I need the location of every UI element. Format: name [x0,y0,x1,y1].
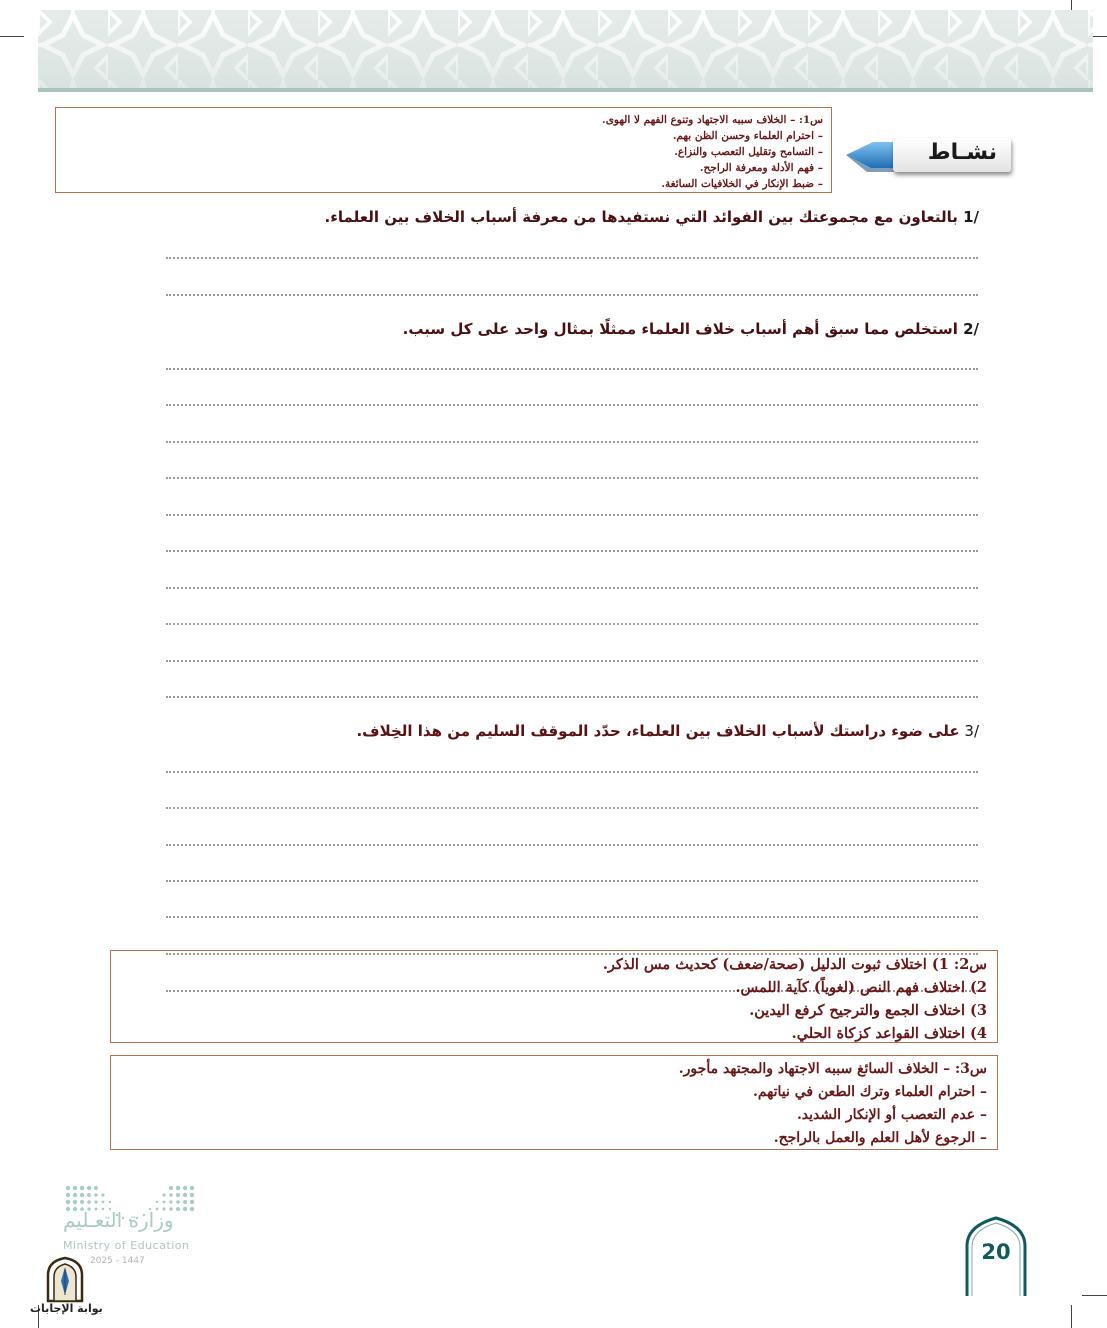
edition-year: 2025 - 1447 [90,1256,145,1266]
answer-line: 2) اختلاف فهم النص (لغوياً) كآية اللمس. [735,979,987,996]
crop-mark [1082,1295,1107,1296]
ministry-name-en: Ministry of Education [63,1239,190,1252]
answer-line: س3: – الخلاف السائغ سببه الاجتهاد والمجتهد مأجور. [678,1061,987,1077]
portal-logo-icon [40,1255,90,1303]
answer-dotted-line[interactable] [166,294,978,296]
ministry-name-ar: وزارة التعـليم [63,1208,174,1232]
answer-dotted-line[interactable] [166,623,978,625]
answer-dotted-line[interactable] [166,807,978,809]
answer-line: 4) اختلاف القواعد كزكاة الحلي. [791,1025,987,1042]
answer-dotted-line[interactable] [166,880,978,882]
page-number: 20 [981,1240,1011,1264]
question-number: /1 [963,208,979,226]
answer-box-2 [110,950,998,1043]
question-text: استخلص مما سبق أهم أسباب خلاف العلماء ممثلًا بمثال واحد على كل سبب. [402,320,958,338]
activity-label: نشـاط [927,140,997,165]
question-number: /2 [963,320,979,338]
page-number-badge [964,1216,1028,1296]
crop-mark [1071,1305,1072,1328]
answer-dotted-line[interactable] [166,514,978,516]
answer-dotted-line[interactable] [166,916,978,918]
answer-dotted-line[interactable] [166,257,978,259]
answer-dotted-line[interactable] [166,771,978,773]
crop-mark [0,36,24,37]
answer-line: – ضبط الإنكار في الخلافيات السائغة. [661,178,823,190]
header-banner [38,10,1093,92]
answer-dotted-line[interactable] [166,477,978,479]
answer-dotted-line[interactable] [166,844,978,846]
answer-line: – الرجوع لأهل العلم والعمل بالراجح. [773,1130,987,1146]
answer-line: – احترام العلماء وحسن الظن بهم. [672,130,823,142]
question-number: /3 [964,722,979,740]
answer-dotted-line[interactable] [166,404,978,406]
answer-line: – عدم التعصب أو الإنكار الشديد. [796,1107,987,1123]
answer-dotted-line[interactable] [166,660,978,662]
question-2 [403,320,979,338]
answer-line: – فهم الأدلة ومعرفة الراجح. [699,162,823,174]
portal-name: بوابة الإجابات [30,1302,103,1315]
answer-line: س2: 1) اختلاف ثبوت الدليل (صحة/ضعف) كحديث مس الذكر. [602,956,987,973]
answer-line: – التسامح وتقليل التعصب والنزاع. [674,146,823,158]
activity-tab [843,138,1011,176]
answer-dotted-line[interactable] [166,696,978,698]
activity-tab-body [893,138,1011,172]
question-text: بالتعاون مع مجموعتك بين الفوائد التي نستفيدها من معرفة أسباب الخلاف بين العلماء. [324,208,958,226]
answer-line: س1: – الخلاف سببه الاجتهاد وتنوع الفهم لا الهوى. [602,114,823,126]
answer-dotted-line[interactable] [166,550,978,552]
question-text: على ضوء دراستك لأسباب الخلاف بين العلماء، حدّد الموقف السليم من هذا الخِلاف. [356,722,960,740]
answer-box-3 [110,1055,998,1150]
answer-dotted-line[interactable] [166,587,978,589]
answer-dotted-line[interactable] [166,441,978,443]
answer-line: 3) اختلاف الجمع والترجيح كرفع اليدين. [749,1002,987,1019]
answer-line: – احترام العلماء وترك الطعن في نياتهم. [752,1084,987,1100]
question-3 [356,722,979,740]
question-1 [325,208,979,226]
answer-box-1 [55,107,832,193]
answer-dotted-line[interactable] [166,368,978,370]
